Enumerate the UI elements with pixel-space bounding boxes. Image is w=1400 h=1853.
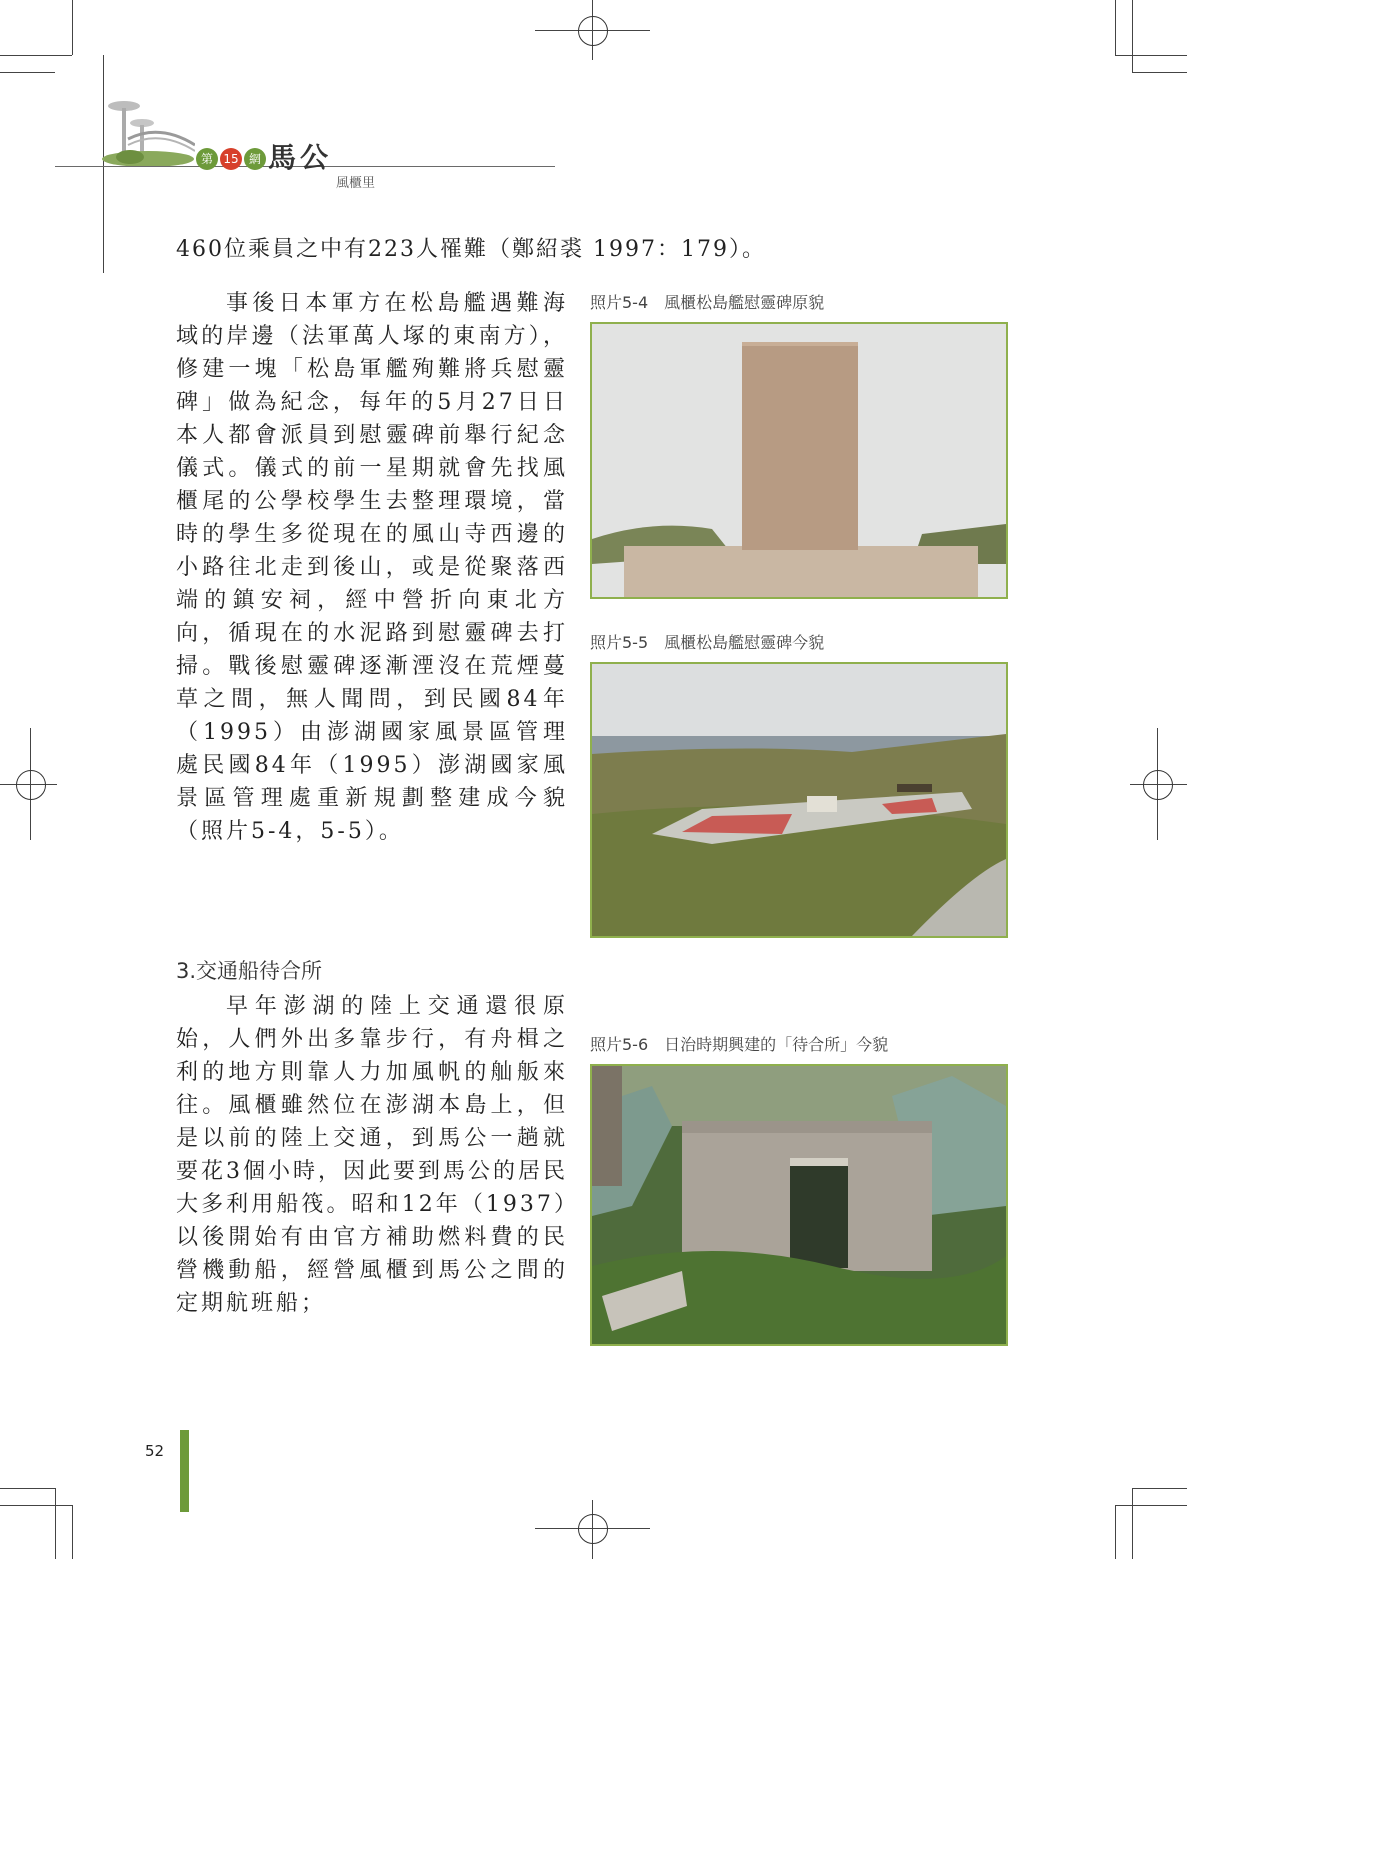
crop-mark <box>1132 1488 1187 1489</box>
body-paragraph-1: 事後日本軍方在松島艦遇難海域的岸邊（法軍萬人塚的東南方），修建一塊「松島軍艦殉難將兵慰靈碑」做為紀念，每年的5月27日日本人都會派員到慰靈碑前舉行紀念儀式。儀式的前一星期就會先找風櫃尾的公學校學生去整理環境，當時的學生多從現在的風山寺西邊的小路往北走到後山，或是從聚落西端的鎮安祠，經中營折向東北方向，循現在的水泥路到慰靈碑去打掃。戰後慰靈碑逐漸湮沒在荒煙蔓草之間，無人聞問，到民國84年（1995）由澎湖國家風景區管理處民國84年（1995）澎湖國家風景區管理處重新規劃整建成今貌（照片5-4，5-5）。 <box>176 291 568 844</box>
crop-mark <box>0 72 55 73</box>
chapter-badge-suffix: 網 <box>244 148 266 170</box>
crop-mark <box>1132 72 1187 73</box>
crop-mark <box>0 1505 72 1506</box>
crop-mark <box>0 1488 55 1489</box>
photo-caption: 照片5-5 風櫃松島艦慰靈碑今貌 <box>590 633 825 652</box>
body-line-continuation: 460位乘員之中有223人罹難（鄭紹裘 1997：179）。 <box>176 237 766 262</box>
registration-mark <box>578 1514 608 1544</box>
chapter-badge-number: 15 <box>220 148 242 170</box>
crop-mark <box>1132 1488 1133 1559</box>
registration-mark <box>578 16 608 46</box>
crop-mark <box>72 0 73 55</box>
crop-mark <box>1115 0 1116 55</box>
page-number-bar <box>180 1430 189 1512</box>
crop-mark <box>0 55 72 56</box>
crop-mark <box>1115 1505 1116 1559</box>
crop-mark <box>72 1505 73 1559</box>
photo-monument-today <box>590 662 1008 938</box>
crop-mark <box>1115 1505 1187 1506</box>
crop-mark <box>1132 0 1133 72</box>
crop-mark <box>55 1488 56 1559</box>
header-title: 馬公 <box>268 141 333 174</box>
section-heading: 3.交通船待合所 <box>176 959 323 983</box>
page-number: 52 <box>145 1442 165 1460</box>
chapter-badge-prefix: 第 <box>196 148 218 170</box>
photo-waiting-house <box>590 1064 1008 1346</box>
body-paragraph-2: 早年澎湖的陸上交通還很原始，人們外出多靠步行，有舟楫之利的地方則靠人力加風帆的舢舨來往。風櫃雖然位在澎湖本島上，但是以前的陸上交通，到馬公一趟就要花3個小時，因此要到馬公的居民大多利用船筏。昭和12年（1937）以後開始有由官方補助燃料費的民營機動船，經營風櫃到馬公之間的定期航班船； <box>176 994 568 1316</box>
photo-caption: 照片5-6 日治時期興建的「待合所」今貌 <box>590 1035 889 1054</box>
header-subtitle: 風櫃里 <box>336 176 376 191</box>
registration-mark <box>1143 770 1173 800</box>
photo-caption: 照片5-4 風櫃松島艦慰靈碑原貌 <box>590 293 825 312</box>
registration-mark <box>16 770 46 800</box>
header-logo-illustration <box>100 95 195 167</box>
crop-mark <box>1115 55 1187 56</box>
photo-monument-original <box>590 322 1008 599</box>
